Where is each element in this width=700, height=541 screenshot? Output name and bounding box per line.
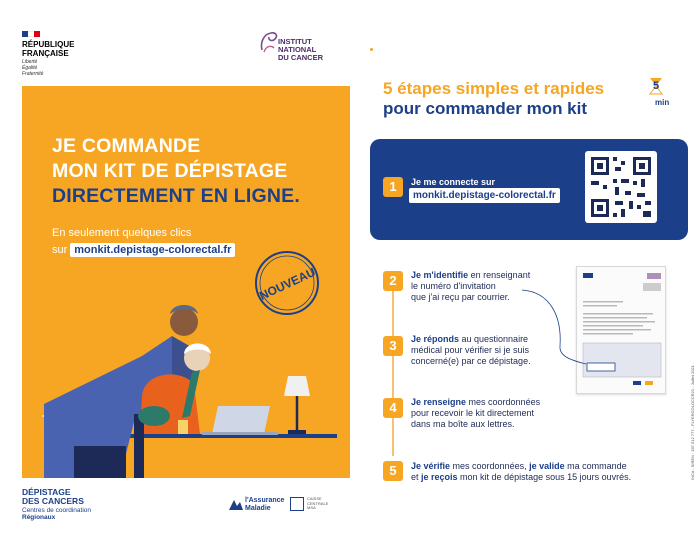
motto-fraternite: Fraternité: [22, 71, 44, 77]
step5-t2: ma commande: [564, 461, 627, 471]
timer-number: 5: [653, 80, 660, 92]
am-line1: l'Assurance: [245, 497, 285, 504]
step5-bold2: je valide: [529, 461, 565, 471]
inca-line1: INSTITUT: [278, 37, 312, 46]
nouveau-text: NOUVEAU: [257, 264, 318, 303]
step1-number: 1: [383, 177, 403, 197]
decorative-dot: [370, 48, 373, 51]
inca-line3: DU CANCER: [278, 53, 323, 62]
plant: [138, 406, 170, 426]
illustration-couple-laptop: [22, 296, 350, 478]
msa-line3: MSA: [307, 505, 316, 510]
msa-line2: CENTRALE: [307, 500, 329, 506]
lamp-base: [288, 430, 306, 434]
step5-bold3: je reçois: [421, 472, 458, 482]
step4-number: 4: [383, 398, 403, 418]
dep-line1: DÉPISTAGE: [22, 487, 71, 497]
timer-unit: min: [655, 98, 670, 107]
step3-rest3: concerné(e) par ce dépistage.: [411, 356, 531, 366]
assurance-maladie-logo: [245, 497, 284, 513]
dep-sub2: Régionaux: [22, 514, 56, 521]
step4-rest3: dans ma boîte aux lettres.: [411, 419, 515, 429]
qr-code-icon[interactable]: [585, 151, 657, 223]
dep-sub1: Centres de coordination: [22, 507, 92, 514]
step3-rest1: au questionnaire: [459, 334, 529, 344]
step3-text: [411, 334, 531, 367]
headline-line3: DIRECTEMENT EN LIGNE.: [52, 185, 300, 207]
step5-t3: et: [411, 472, 422, 482]
vertical-reference-text: INCa - SIREN : 187 512 777 - FLYERCOLOCCR21 - Juillet 2021: [690, 365, 695, 480]
republique-francaise-flag: [22, 31, 40, 37]
step5-number: 5: [383, 461, 403, 481]
step4-bold: Je renseigne: [411, 397, 467, 407]
cup: [178, 420, 188, 434]
connector-arrow: [520, 286, 600, 366]
poster-url-link[interactable]: monkit.depistage-colorectal.fr: [70, 243, 235, 257]
headline-line2: MON KIT DE DÉPISTAGE: [52, 160, 288, 182]
rf-line2: FRANÇAISE: [22, 49, 69, 58]
laptop-screen: [212, 406, 270, 434]
poster-url-line: [52, 243, 235, 257]
assurance-maladie-icon: [228, 498, 244, 512]
step3-rest2: médical pour vérifier si je suis: [411, 345, 530, 355]
step2-rest1: en renseignant: [468, 270, 531, 280]
url-prefix: sur: [52, 244, 68, 256]
inca-logo-icon: [258, 30, 280, 56]
poster-headline: [52, 134, 300, 209]
lamp-shade: [284, 376, 310, 396]
step2-number: 2: [383, 271, 403, 291]
step1-url-link[interactable]: monkit.depistage-colorectal.fr: [409, 188, 560, 203]
hourglass-icon: [640, 76, 680, 116]
steps-title-line2: pour commander mon kit: [383, 99, 588, 118]
step5-t4: mon kit de dépistage sous 15 jours ouvrés.: [457, 472, 632, 482]
depistage-cancers-logo: [22, 488, 84, 506]
step5-bold1: Je vérifie: [411, 461, 451, 471]
step5-t1: mes coordonnées,: [450, 461, 530, 471]
motto-egalite: Égalité: [22, 65, 38, 71]
step4-rest1: mes coordonnées: [466, 397, 541, 407]
laptop-base: [202, 432, 278, 435]
step2-bold: Je m'identifie: [411, 270, 469, 280]
inca-line2: NATIONAL: [278, 45, 317, 54]
am-line2: Maladie: [245, 505, 271, 512]
steps-timeline: [392, 286, 394, 456]
step2-rest3: que j'ai reçu par courrier.: [411, 292, 510, 302]
msa-line1: CAISSE: [307, 496, 322, 501]
step2-text: [411, 270, 530, 303]
step1-text: Je me connecte sur: [411, 177, 496, 187]
chair: [134, 414, 144, 478]
poster-subtitle: En seulement quelques clics: [52, 227, 192, 239]
motto-liberte: Liberté: [22, 59, 38, 65]
rf-motto: [22, 59, 43, 77]
man-legs: [74, 446, 126, 478]
steps-title-line1: 5 étapes simples et rapides: [383, 79, 605, 98]
step2-rest2: le numéro d'invitation: [411, 281, 496, 291]
man-head: [170, 308, 198, 336]
poster-panel: [22, 86, 350, 478]
depistage-subtitle: [22, 507, 91, 521]
dep-line2: DES CANCERS: [22, 496, 84, 506]
step3-bold: Je réponds: [411, 334, 460, 344]
headline-line1: JE COMMANDE: [52, 135, 201, 157]
inca-logo-text: [278, 38, 323, 62]
step3-number: 3: [383, 336, 403, 356]
republique-francaise-logo: [22, 40, 74, 58]
msa-logo-icon: [290, 497, 304, 511]
msa-logo-text: [307, 497, 328, 511]
rf-line1: RÉPUBLIQUE: [22, 40, 75, 49]
step4-text: [411, 397, 540, 430]
step5-text: [411, 461, 631, 483]
step4-rest2: pour recevoir le kit directement: [411, 408, 535, 418]
